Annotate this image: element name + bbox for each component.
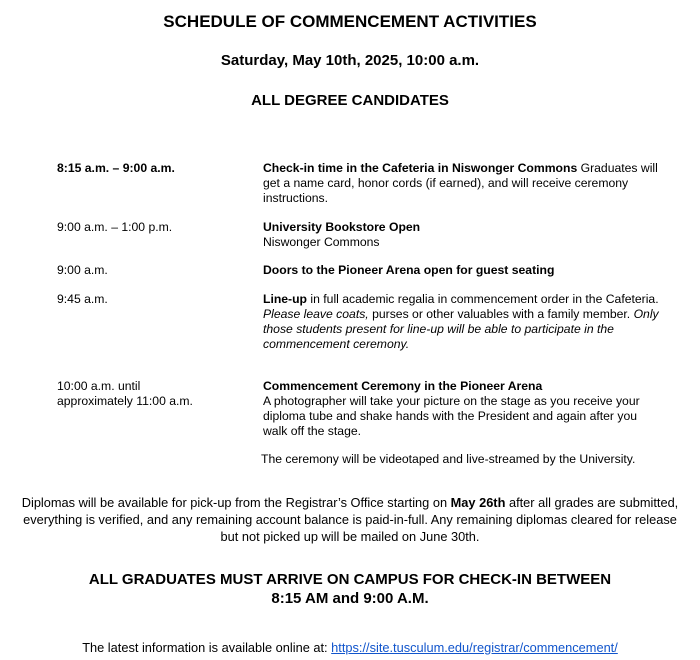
schedule-description <box>263 220 663 250</box>
schedule-text: Niswonger Commons <box>263 235 380 249</box>
schedule-heading: Check-in time in the Cafeteria in Niswonger Commons <box>263 161 578 175</box>
date-line: Saturday, May 10th, 2025, 10:00 a.m. <box>220 52 480 69</box>
schedule-time: 8:15 a.m. – 9:00 a.m. <box>57 161 175 175</box>
commencement-link[interactable]: https://site.tusculum.edu/registrar/commencement/ <box>331 640 618 655</box>
schedule-time: 9:00 a.m. – 1:00 p.m. <box>57 220 173 234</box>
schedule-time: 9:45 a.m. <box>57 292 108 306</box>
schedule-heading: Commencement Ceremony in the Pioneer Arena <box>263 379 543 393</box>
schedule-time-line2: approximately 11:00 a.m. <box>57 394 193 408</box>
schedule-time <box>57 379 247 409</box>
schedule-text: Graduates will get a name card, honor cords (if earned), and will receive ceremony instructions. <box>263 161 658 205</box>
schedule-italic-note: Please leave coats, <box>263 307 369 321</box>
arrival-notice-line1: ALL GRADUATES MUST ARRIVE ON CAMPUS FOR CHECK-IN BETWEEN <box>88 571 612 588</box>
diploma-paragraph <box>20 494 680 545</box>
diploma-text-1: Diplomas will be available for pick-up from the Registrar’s Office starting on <box>21 495 451 510</box>
schedule-text-2: purses or other valuables with a family member. <box>368 307 634 321</box>
schedule-heading: University Bookstore Open <box>263 220 421 234</box>
arrival-notice-line2: 8:15 AM and 9:00 A.M. <box>271 590 429 607</box>
schedule-description <box>263 292 663 352</box>
audience-heading: ALL DEGREE CANDIDATES <box>251 92 449 109</box>
schedule-heading: Doors to the Pioneer Arena open for guest seating <box>263 263 555 277</box>
diploma-date: May 26th <box>450 495 506 510</box>
schedule-description <box>263 161 663 206</box>
page-title: SCHEDULE OF COMMENCEMENT ACTIVITIES <box>163 12 537 31</box>
schedule-text: A photographer will take your picture on the stage as you receive your diploma tube and shake hands with the President and again after you walk off the stage. <box>263 394 640 438</box>
footer-info <box>0 640 700 655</box>
schedule-description <box>263 379 663 439</box>
schedule-text: in full academic regalia in commencement order in the Cafeteria. <box>307 292 659 306</box>
footer-text: The latest information is available online at: <box>82 640 332 655</box>
video-note: The ceremony will be videotaped and live-streamed by the University. <box>261 452 636 466</box>
schedule-time: 9:00 a.m. <box>57 263 108 277</box>
diploma-text-2: after all grades are submitted, everything is verified, and any remaining account balance is paid-in-full. Any remaining diplomas cleared for release but not picked up will be mailed on June 30th. <box>23 495 679 544</box>
arrival-notice <box>20 570 680 608</box>
schedule-italic-note-2: Only those students present for line-up will be able to participate in the commencement ceremony. <box>263 307 659 351</box>
schedule-heading: Line-up <box>263 292 308 306</box>
schedule-time-line1: 10:00 a.m. until <box>57 379 141 393</box>
